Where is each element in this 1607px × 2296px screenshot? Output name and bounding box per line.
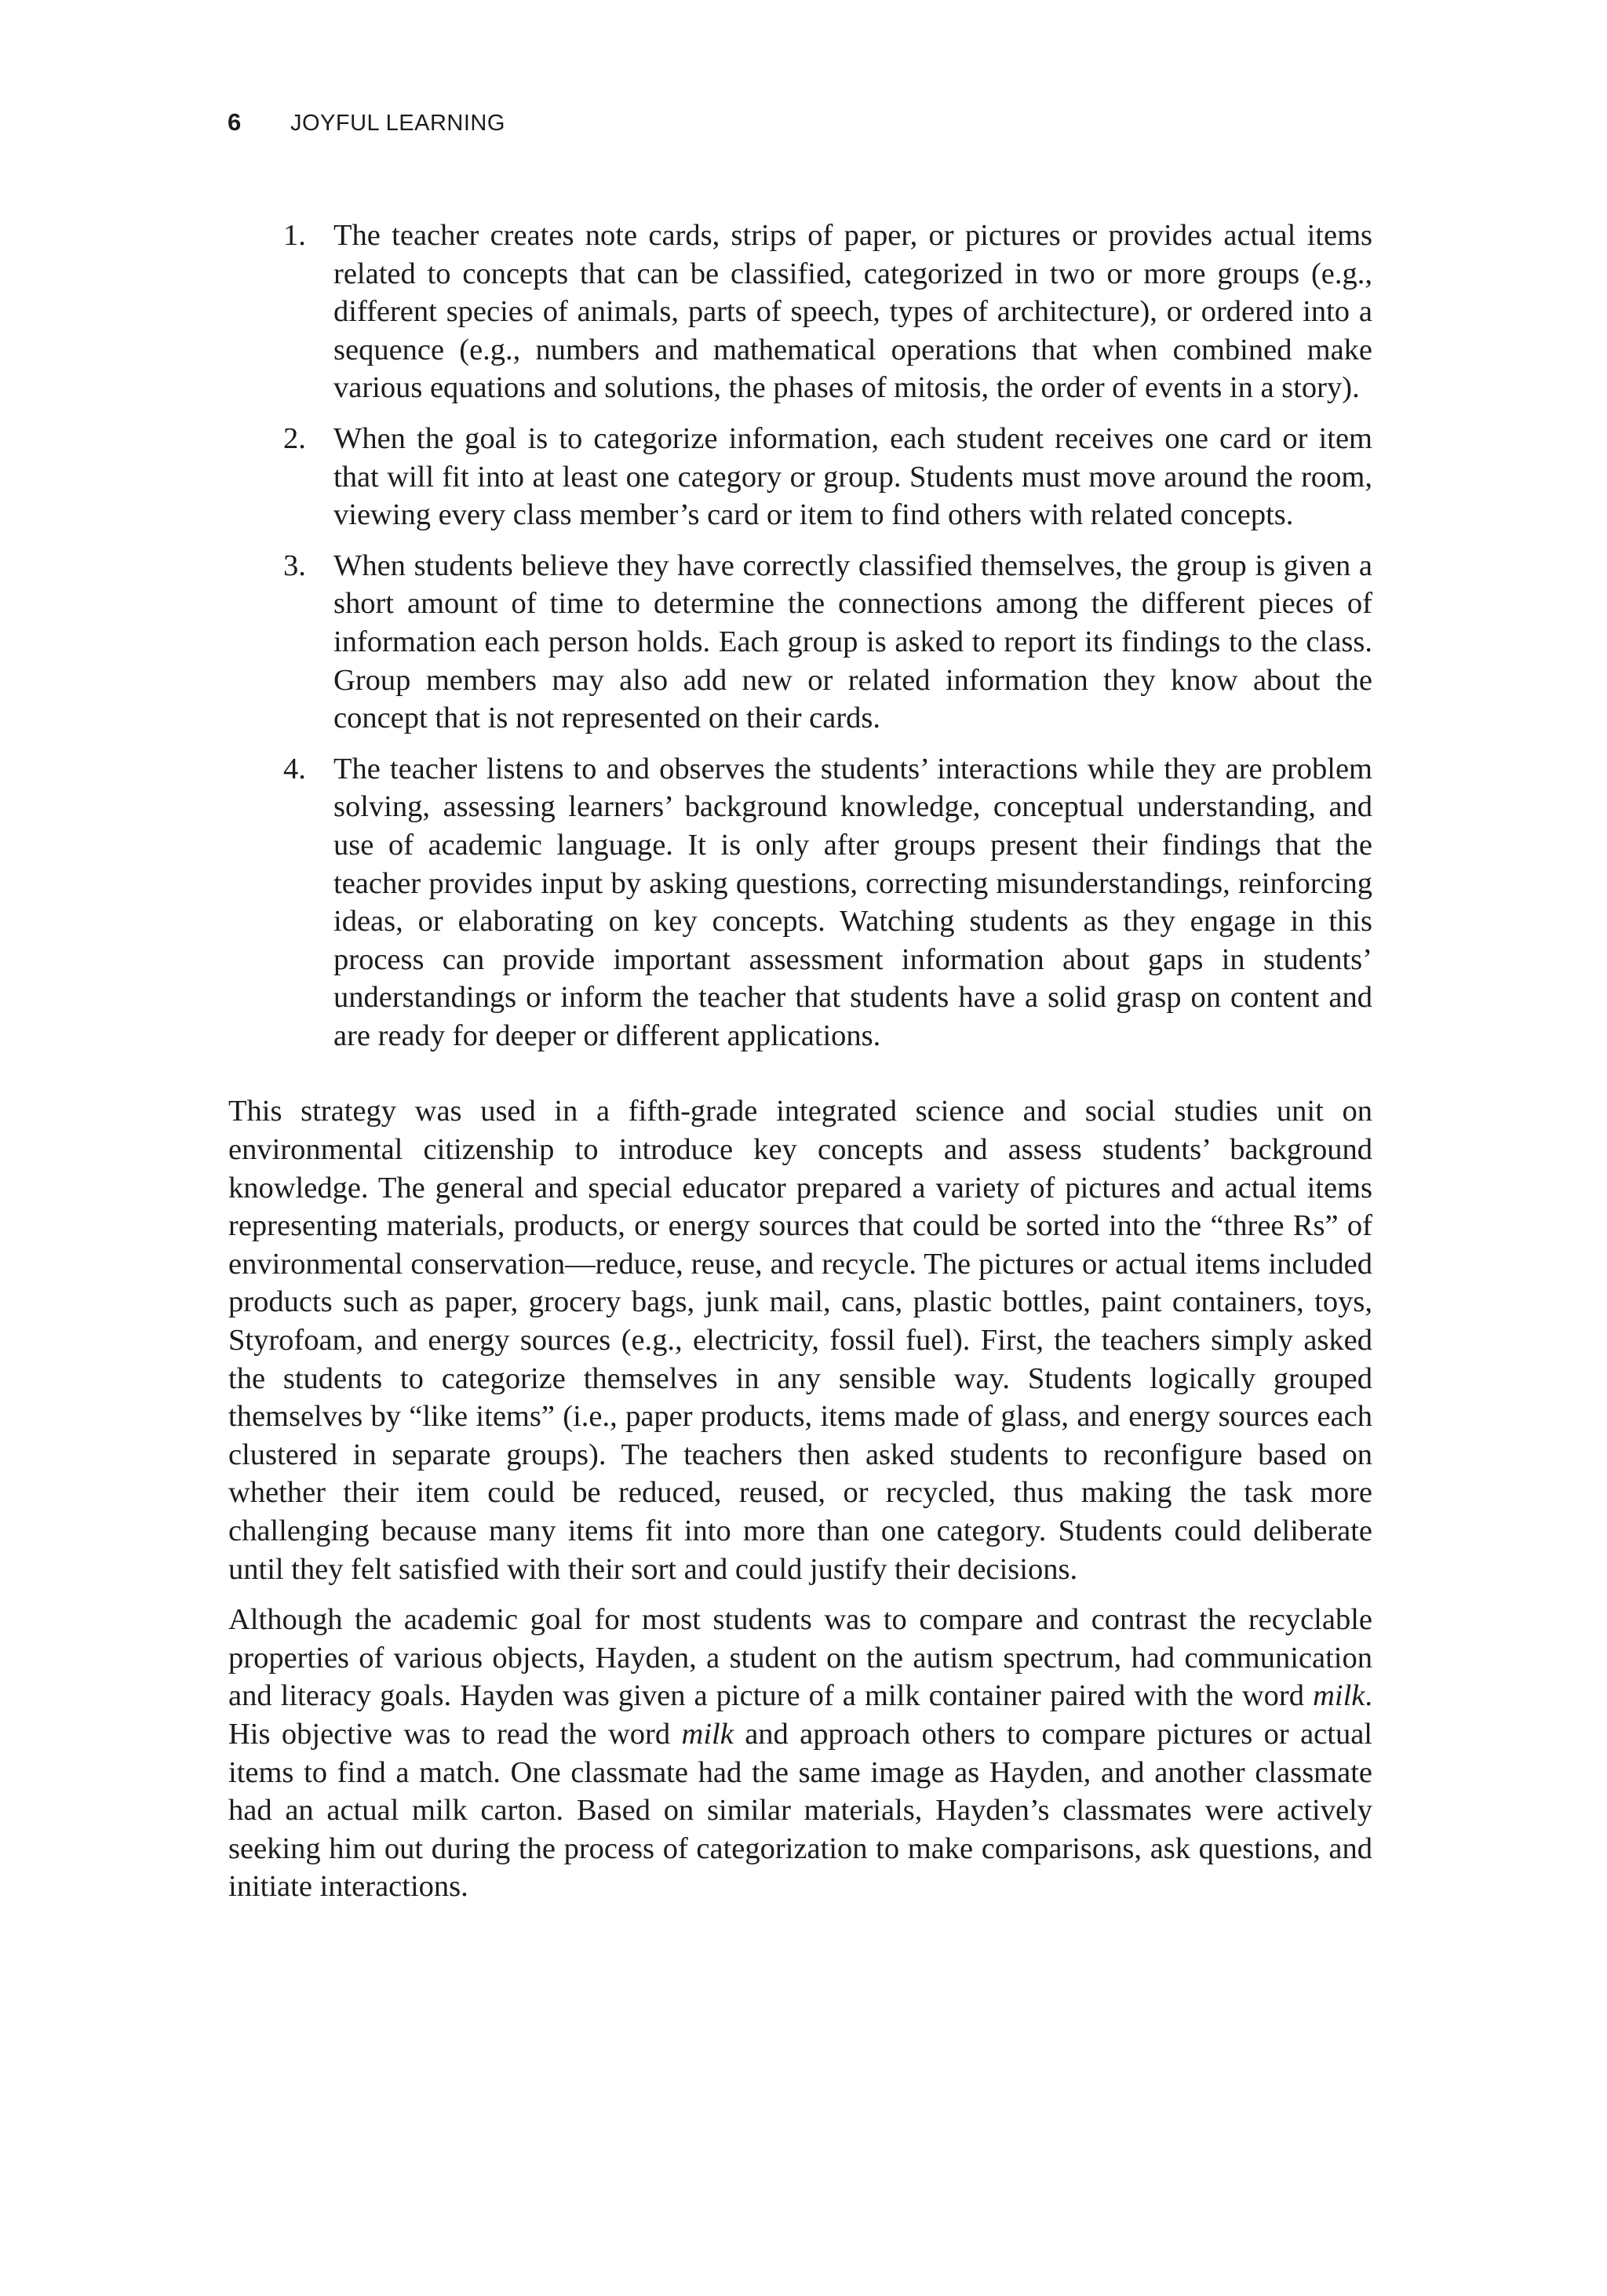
text-segment: Although the academic goal for most students was to compare and contrast the recyclable properties of various objects, Hayden, a student on the autism spectrum, had communication and literacy goals. Hayden was given a picture of a milk container paired with the word	[228, 1603, 1372, 1713]
page-body	[228, 217, 1372, 1906]
list-item-number: 3.	[283, 548, 306, 582]
page-header	[228, 108, 505, 137]
list-item	[283, 547, 1372, 738]
steps-list	[228, 217, 1372, 1055]
list-item-number: 1.	[283, 219, 306, 252]
text-segment: . His objective was to read the word	[228, 1679, 1372, 1751]
italic-word: milk	[1313, 1679, 1365, 1713]
list-item-number: 2.	[283, 421, 306, 455]
page-number: 6	[228, 108, 242, 136]
text-segment: and approach others to compare pictures or actual items to find a match. One classmate had the same image as Hayden, and another classmate had an actual milk carton. Based on similar materials, Hayden’s classmates were actively seeking him out during the process of categorization to make comparisons, ask questions, and initiate interactions.	[228, 1717, 1372, 1904]
list-item	[283, 217, 1372, 407]
running-head: JOYFUL LEARNING	[290, 111, 505, 136]
list-item-text: The teacher listens to and observes the students’ interactions while they are problem solving, assessing learners’ background knowledge, conceptual understanding, and use of academic language. It is only after groups present their findings that the teacher provides input by asking questions, correcting misunderstandings, reinforcing ideas, or elaborating on key concepts. Watching students as they engage in this process can provide important assessment information about gaps in students’ understandings or inform the teacher that students have a solid grasp on content and are ready for deeper or different applications.	[333, 752, 1372, 1052]
list-item-text: When the goal is to categorize information, each student receives one card or item that will fit into at least one category or group. Students must move around the room, viewing every class member’s card or item to find others with related concepts.	[333, 421, 1372, 532]
italic-word: milk	[681, 1717, 734, 1751]
list-item-text: When students believe they have correctly classified themselves, the group is given a short amount of time to determine the connections among the different pieces of information each person holds. Each group is asked to report its findings to the class. Group members may also add new or related information they know about the concept that is not represented on their cards.	[333, 548, 1372, 735]
list-item	[283, 750, 1372, 1055]
list-item-number: 4.	[283, 752, 306, 785]
list-item-text: The teacher creates note cards, strips of paper, or pictures or provides actual items related to concepts that can be classified, categorized in two or more groups (e.g., different species of animals, parts of speech, types of architecture), or ordered into a sequence (e.g., numbers and mathematical operations that when combined make various equations and solutions, the phases of mitosis, the order of events in a story).	[333, 219, 1372, 405]
list-item	[283, 420, 1372, 534]
body-paragraph-hayden	[228, 1601, 1372, 1906]
body-paragraph-strategy-example: This strategy was used in a fifth-grade integrated science and social studies unit on environmental citizenship to introduce key concepts and assess students’ background knowledge. The general and special educator prepared a variety of pictures and actual items representing materials, products, or energy sources that could be sorted into the “three Rs” of environmental conservation—reduce, reuse, and recycle. The pictures or actual items included products such as paper, grocery bags, junk mail, cans, plastic bottles, paint containers, toys, Styrofoam, and energy sources (e.g., electricity, fossil fuel). First, the teachers simply asked the students to categorize themselves in any sensible way. Students logically grouped themselves by “like items” (i.e., paper products, items made of glass, and energy sources each clustered in separate groups). The teachers then asked students to reconfigure based on whether their item could be reduced, reused, or recycled, thus making the task more challenging because many items fit into more than one category. Students could deliberate until they felt satisfied with their sort and could justify their decisions.	[228, 1095, 1372, 1586]
